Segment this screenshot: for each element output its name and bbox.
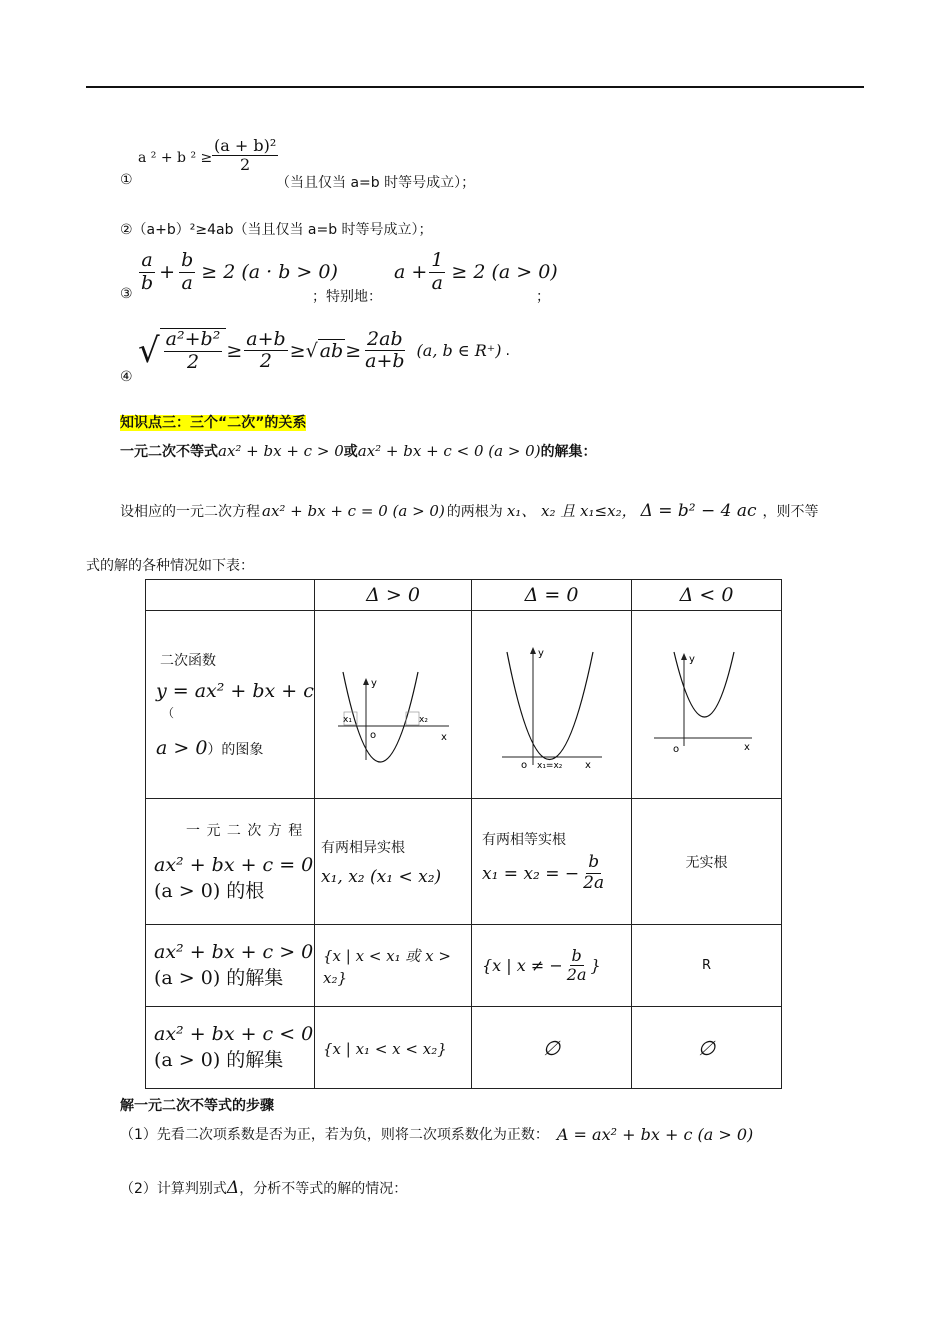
graph3-origin: o [672,744,679,755]
parabola-one-root-graph [497,637,607,772]
item4-sqnum: a²+b² [165,328,221,350]
item4-sqden: 2 [186,350,200,373]
graph2-x-label: x [584,760,591,771]
item3-f3num: 1 [431,249,444,271]
item4-sqrt: √ [305,339,318,362]
item4-cond: (a, b ∈ R⁺) [416,341,502,361]
graph1-x-label: x [441,732,447,743]
graph2-x1x2: x₁=x₂ [536,761,562,771]
item4-m2den: a+b [365,350,405,373]
graph1-x1: x₁ [343,715,352,725]
graph1-origin: o [370,730,377,741]
section-title: 知识点三：三个“二次”的关系 [120,415,307,431]
item3-rest1: ≥ 2 (a · b > 0) [201,261,338,284]
row2-label: 一 元 二 次 方 程 ax² + bx + c = 0 (a > 0) 的根 [146,799,315,925]
item-marker-1: ① [120,172,133,188]
item2-text: ②（a+b）²≥4ab（当且仅当 a=b 时等号成立）； [120,222,433,238]
quadratic-table [145,579,782,1089]
item4-m2num: 2ab [367,327,403,350]
header-delta-pos: Δ > 0 [315,580,472,611]
graph1-y-label: y [371,678,377,689]
item3-f3den: a [431,271,443,294]
item1-lhs: a ² + b ² ≥ [138,150,213,166]
row3-label: ax² + bx + c > 0 (a > 0) 的解集 [146,925,315,1007]
header-cell-empty [146,580,315,611]
item4-g1: ≥ [226,339,243,362]
graph2-y-label: y [537,648,544,659]
item3-rest2: ≥ 2 (a > 0) [451,261,558,284]
row3-delta-neg: R [632,925,782,1007]
row4-delta-neg: ∅ [632,1007,782,1089]
parabola-no-root-graph [652,642,762,767]
section-subtitle: 一元二次不等式 ax² + bx + c > 0 或 ax² + bx + c < 0 (a > 0) 的解集： [120,442,597,460]
header-delta-zero: Δ = 0 [472,580,632,611]
row2-delta-neg: 无实根 [632,799,782,925]
graph3-y-label: y [688,654,695,665]
graph2-origin: o [520,760,527,771]
item4-formula: √ $\frac{\text{a²+b²}}{2}$ ≥ $\frac{a+b}{2}$ ≥ √ ab ≥ $\frac{2ab}{a+b}$ (a, b ∈ R⁺) . [138,327,510,373]
steps-title: 解一元二次不等式的步骤 [120,1098,274,1114]
intro-line: 设相应的一元二次方程 ax² + bx + c = 0 (a > 0) 的两根为 x₁、 x₂ 且 x₁≤x₂， Δ = b² − 4 ac ，则不等 [120,500,819,521]
step-2: （2）计算判别式 Δ ，分析不等式的解的情况： [120,1178,408,1198]
item4-g2: ≥ [289,339,306,362]
graph-delta-zero-cell [472,611,632,799]
graph-delta-neg-cell [632,611,782,799]
row4-label: ax² + bx + c < 0 (a > 0) 的解集 [146,1007,315,1089]
header-rule [86,86,864,88]
item-marker-4: ④ [120,369,133,385]
row2-delta-pos: 有两相异实根 x₁, x₂ (x₁ < x₂) [315,799,472,925]
item4-m1den: 2 [259,350,272,373]
item1-fraction [210,137,280,175]
intro-line-2: 式的解的各种情况如下表： [86,558,254,574]
graph3-x-label: x [743,742,750,753]
item4-ab: ab [319,340,344,363]
item1-num: (a + b)² [214,136,277,155]
graph-delta-pos-cell [315,611,472,799]
row3-delta-zero: {x | x ≠ − $\frac{b}{2a}$ } [472,925,632,1007]
row4-delta-zero: ∅ [472,1007,632,1089]
item1-den: 2 [240,155,251,175]
item1-note: （当且仅当 a=b 时等号成立）； [276,175,476,191]
item4-m1num: a+b [246,327,286,350]
parabola-two-roots-graph [333,642,453,767]
item3-end: ； [536,289,550,305]
step-1: （1）先看二次项系数是否为正，若为负，则将二次项系数化为正数： A = ax² + bx + c (a > 0) [120,1124,754,1144]
item3-special: ；特别地： [312,289,382,305]
item3-f2den: a [181,271,193,294]
item4-end: . [505,342,510,359]
item3-f2num: b [181,249,194,271]
row1-label: 二次函数 y = ax² + bx + c（ a > 0）的图象 [146,611,315,799]
row3-delta-pos: {x | x < x₁ 或 x > x₂} [315,925,472,1007]
header-delta-neg: Δ < 0 [632,580,782,611]
item3-f1den: b [141,271,154,294]
item3-formula-1: $\frac{a}{b}$ + $\frac{b}{a}$ ≥ 2 (a · b > 0) [141,249,338,294]
row4-delta-pos: {x | x₁ < x < x₂} [315,1007,472,1089]
item3-f1num: a [141,249,153,271]
item3-formula-2 [394,250,558,295]
row2-delta-zero: 有两相等实根 x₁ = x₂ = − $\frac{b}{2a}$ [472,799,632,925]
item-marker-3: ③ [120,286,133,302]
graph1-x2: x₂ [419,715,428,725]
item4-g3: ≥ [345,339,362,362]
item3-lhs2: a + [394,261,428,284]
